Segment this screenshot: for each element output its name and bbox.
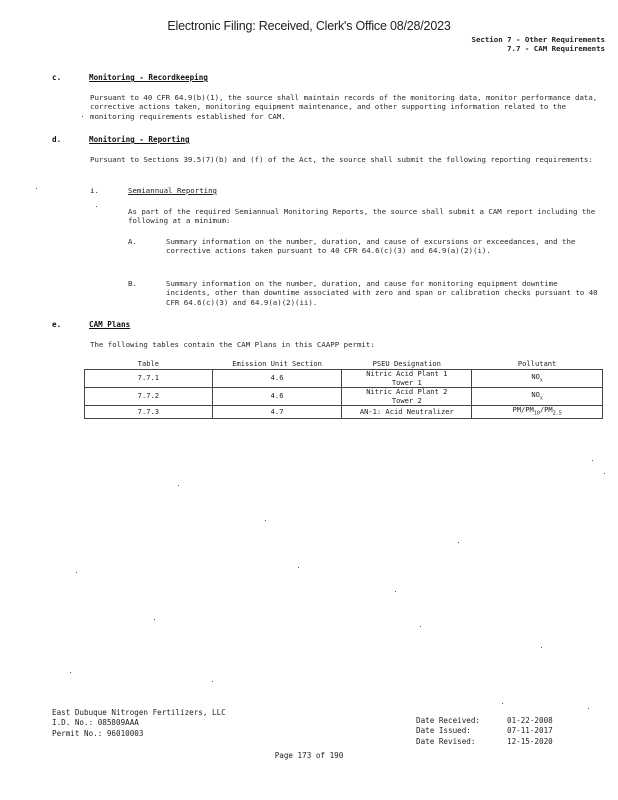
scan-speck [36,188,37,189]
date-issued-label: Date Issued: [416,726,471,736]
pseu-line1: Nitric Acid Plant 2 [366,387,448,397]
scan-speck [212,681,213,682]
scan-speck [458,542,459,543]
section-header-line2: 7.7 - CAM Requirements [507,44,605,53]
cell-section: 4.7 [212,406,342,419]
section-d-heading [52,135,190,144]
date-revised-label: Date Revised: [416,736,476,746]
pollutant-base: PM/PM [512,405,534,414]
date-received-value: 01-22-2008 [507,716,553,725]
list-item-label: A. [128,237,137,246]
column-header-pollutant: Pollutant [517,359,557,368]
scan-speck [154,619,155,620]
date-issued-value: 07-11-2017 [507,726,553,736]
filing-stamp: Electronic Filing: Received, Clerk's Office 08/28/2023 [167,19,451,33]
footer-permit: Permit No.: 96010003 [52,728,144,738]
pollutant-sub: x [539,377,543,383]
footer-id: I.D. No.: 085809AAA [52,718,139,728]
scan-speck [76,572,77,573]
date-revised-value: 12-15-2020 [507,736,553,746]
table-row [85,406,603,419]
section-c-body: Pursuant to 40 CFR 64.9(b)(1), the source shall maintain records of the monitoring data, monitor performance data, corrective actions taken, monitoring equipment maintenance, and other supporting information related to the monitoring requirements established for CAM. [90,93,598,121]
section-d-letter: d. [52,135,62,144]
scan-speck [298,567,299,568]
date-issued-row [416,726,553,736]
scan-speck [604,473,605,474]
scan-speck [96,206,97,207]
section-d-title: Monitoring - Reporting [89,135,190,144]
cell-table: 7.7.2 [85,388,213,406]
section-d-body: Pursuant to Sections 39.5(7)(b) and (f) of the Act, the source shall submit the following reporting requirements: [90,155,593,164]
column-header-pseu: PSEU Designation [372,359,441,368]
pollutant-mid: /PM [539,405,553,414]
scan-speck [592,460,593,461]
scan-speck [502,703,503,704]
cell-pollutant [472,406,603,419]
scan-speck [265,520,266,521]
list-item-text: Summary information on the number, duration, and cause for monitoring equipment downtime incidents, other than downtime associated with zero and span or calibration checks pursuant to 40 CFR 64.6(c)(3) and 64.9(a)(2)(ii). [166,279,598,307]
section-e-letter: e. [52,320,62,329]
footer-facility-info [52,708,226,739]
pollutant-base: NO [531,371,540,381]
footer-dates [416,716,553,747]
column-header-table: Table [137,359,160,368]
date-received-label: Date Received: [416,716,481,725]
section-c-title: Monitoring - Recordkeeping [89,73,208,82]
date-received-row [416,716,553,726]
scan-speck [420,626,421,627]
pollutant-sub2: 2.5 [552,410,562,417]
cell-pollutant [472,370,603,388]
pseu-line2: Tower 1 [391,377,422,387]
page-number: Page 173 of 190 [274,751,344,760]
subsection-i-heading [90,186,217,195]
pollutant-sub: 10 [533,410,540,417]
pollutant-sub: x [539,395,543,401]
section-e-heading [52,320,130,329]
footer-company: East Dubuque Nitrogen Fertilizers, LLC [52,708,226,717]
table-row [85,370,603,388]
cell-pseu: AN-1: Acid Neutralizer [342,406,472,419]
subsection-i-number: i. [90,186,99,195]
column-header-section: Emission Unit Section [232,359,322,368]
section-c-letter: c. [52,73,62,82]
subsection-i-title: Semiannual Reporting [128,186,217,195]
scan-speck [82,116,83,117]
table-row [85,388,603,406]
pseu-line1: Nitric Acid Plant 1 [366,369,448,379]
scan-speck [588,708,589,709]
pseu-line2: Tower 2 [391,395,422,405]
section-header [472,35,606,53]
cell-pseu [342,388,472,406]
scan-speck [70,672,71,673]
section-e-body: The following tables contain the CAM Plans in this CAAPP permit: [90,340,375,349]
pollutant-base: NO [531,389,540,399]
table-header-row [85,359,603,370]
section-e-title: CAM Plans [89,320,131,329]
section-header-line1: Section 7 - Other Requirements [471,35,605,44]
cell-pseu [342,370,472,388]
section-c-heading [52,73,208,82]
subsection-i-body: As part of the required Semiannual Monitoring Reports, the source shall submit a CAM report including the following at a minimum: [128,207,596,226]
list-item-text: Summary information on the number, duration, and cause of excursions or exceedances, and the corrective actions taken pursuant to 40 CFR 64.6(c)(3) and 64.9(a)(2)(i). [166,237,576,256]
scan-speck [395,591,396,592]
list-item-label: B. [128,279,137,288]
scan-speck [178,485,179,486]
cell-section: 4.6 [212,370,342,388]
cell-table: 7.7.1 [85,370,213,388]
cam-plans-table [84,359,603,419]
scan-speck [541,647,542,648]
cell-table: 7.7.3 [85,406,213,419]
cell-section: 4.6 [212,388,342,406]
cell-pollutant [472,388,603,406]
date-revised-row [416,737,553,747]
